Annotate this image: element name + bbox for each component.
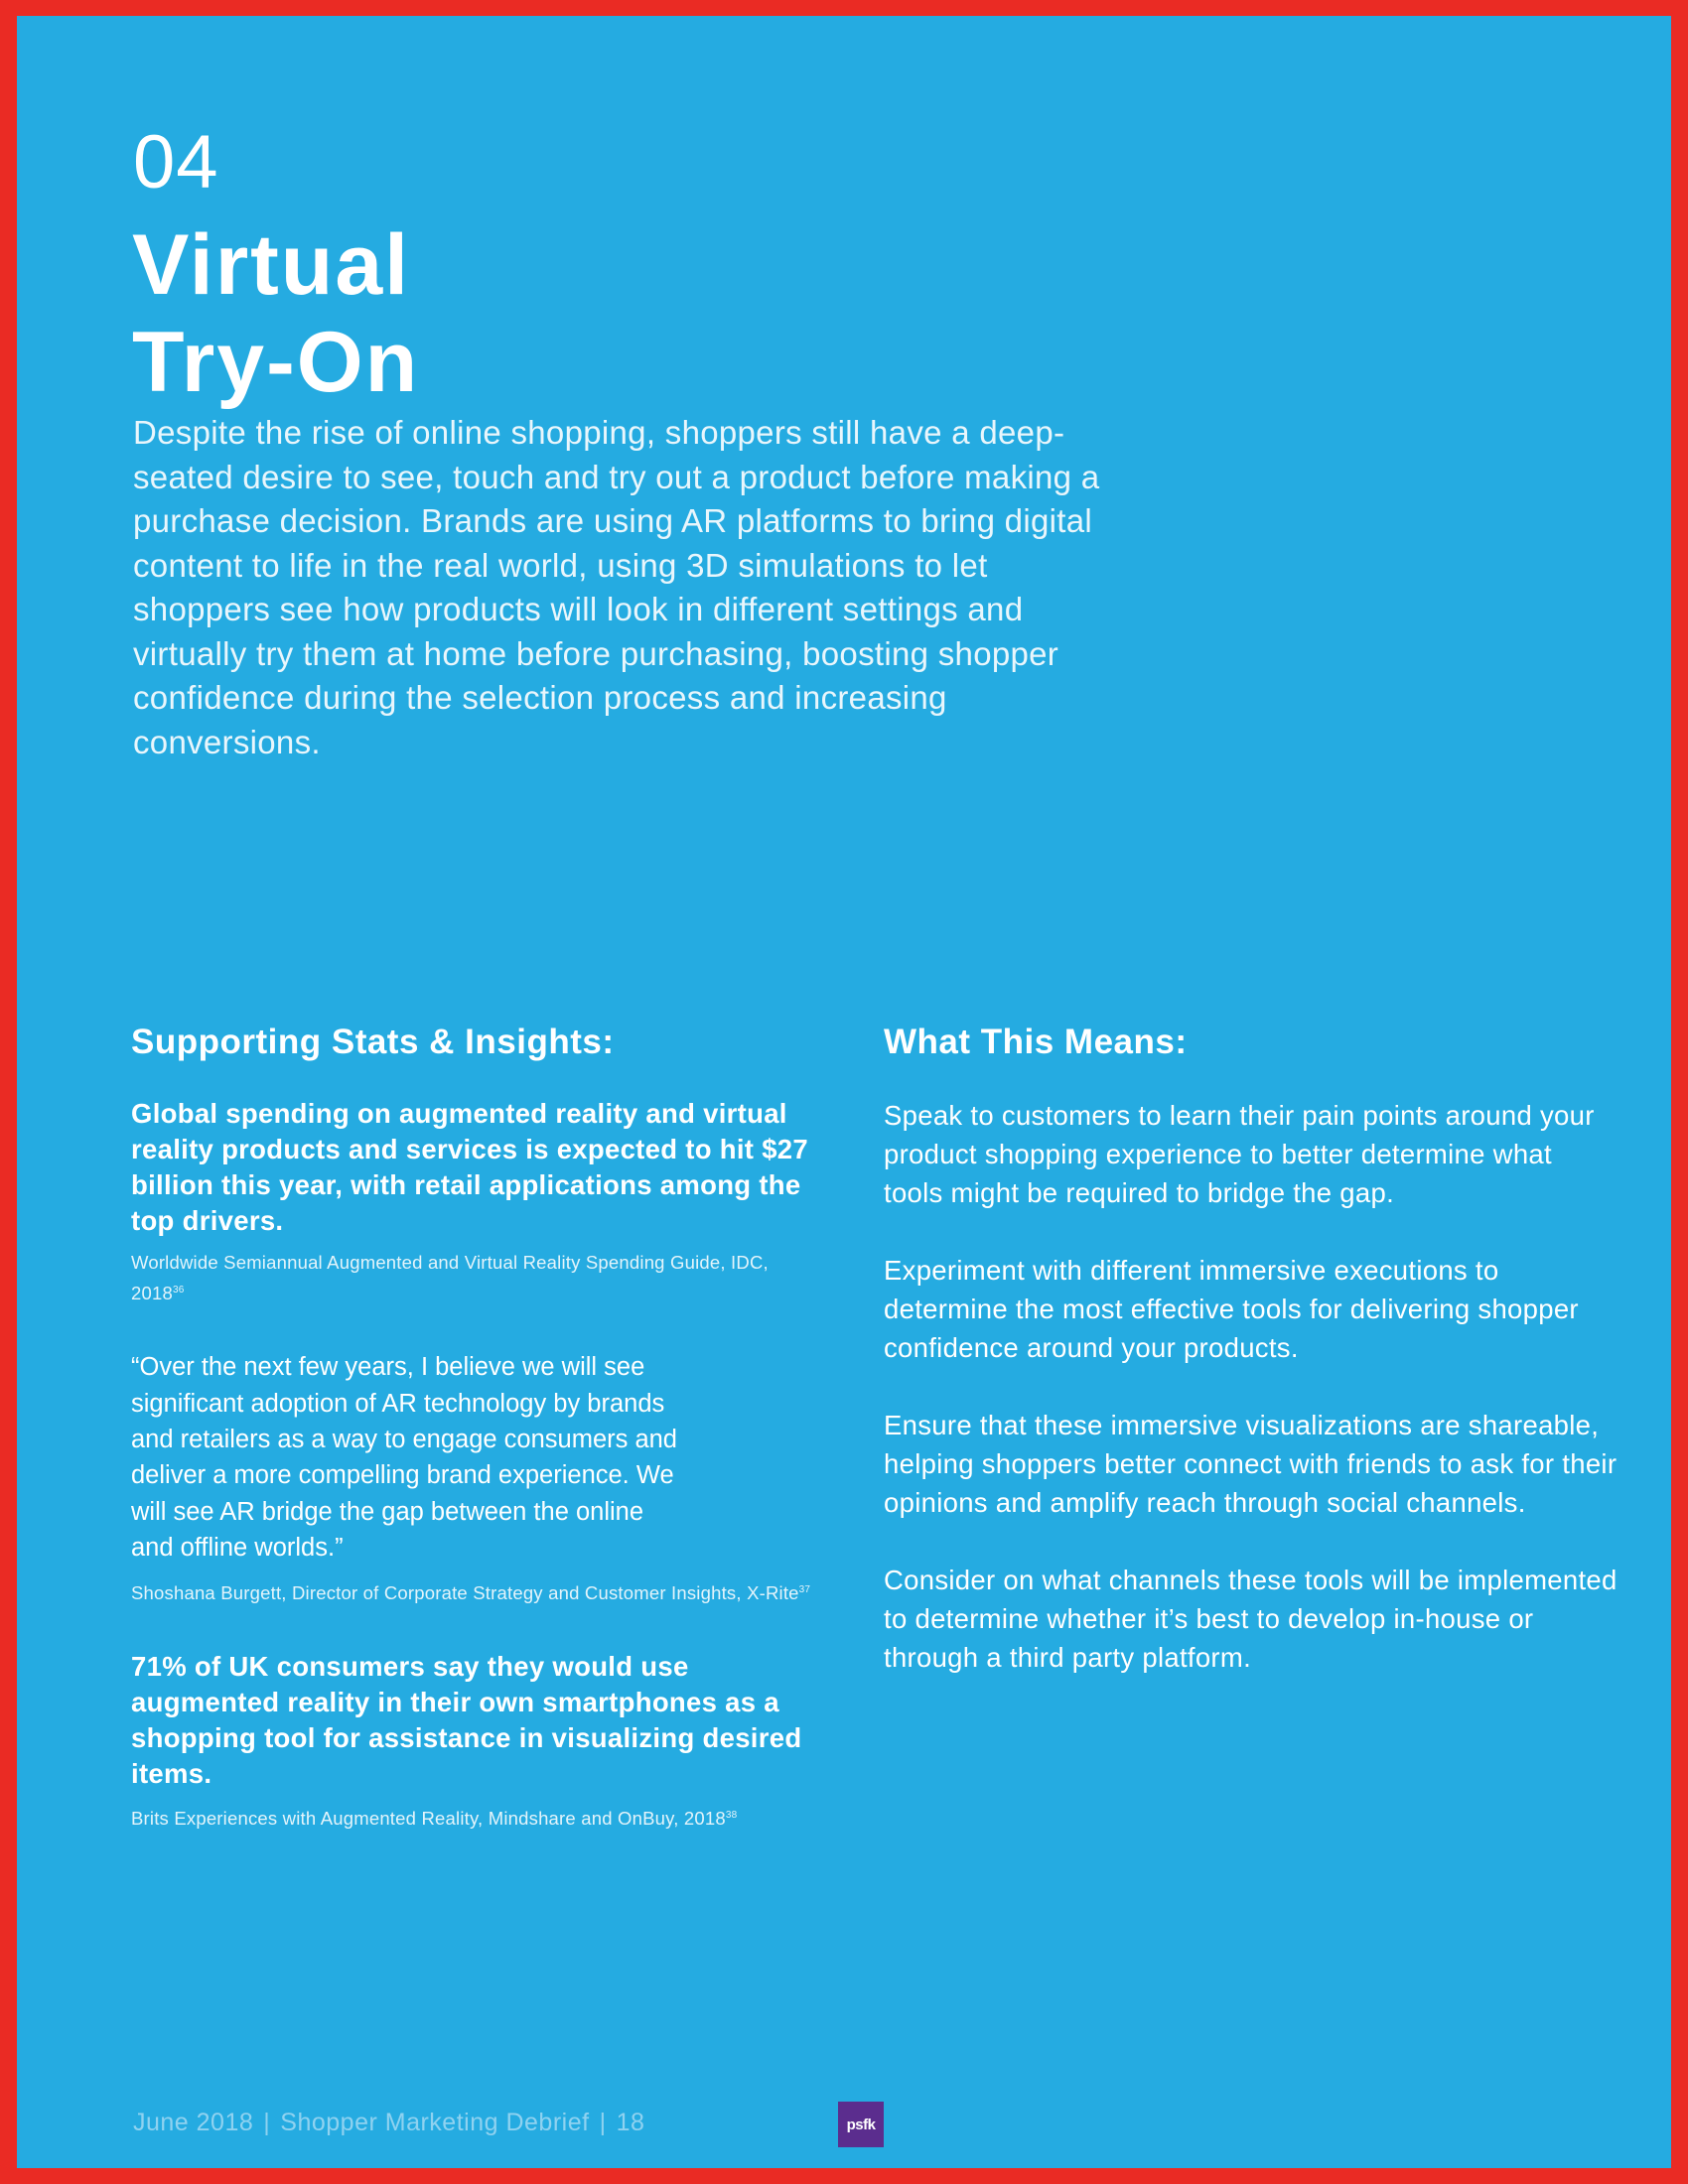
footer (133, 2109, 644, 2137)
footer-date: June 2018 (133, 2109, 254, 2136)
stat-spending-source (131, 1249, 826, 1307)
stat-uk-consumers: 71% of UK consumers say they would use augmented reality in their own smartphones as a shopping tool for assistance in visualizing desired items. (131, 1650, 802, 1789)
page (17, 16, 1671, 2168)
source-text: Brits Experiences with Augmented Reality, Mindshare and OnBuy, 2018 (131, 1807, 726, 1829)
footnote-ref: 37 (798, 1583, 811, 1595)
footnote-ref: 36 (172, 1285, 185, 1296)
intro-paragraph: Despite the rise of online shopping, shoppers still have a deep-seated desire to see, touch and try out a product before making a purchase decision. Brands are using AR platforms to bring digital content to life in the real world, using 3D simulations to let shoppers see how products will look in different settings and virtually try them at home before purchasing, boosting shopper confidence during the selection process and increasing conversions. (133, 414, 1100, 760)
psfk-logo (838, 2102, 884, 2147)
section-title-line-1: Virtual (132, 217, 411, 313)
footnote-ref: 38 (725, 1809, 738, 1821)
section-number: 04 (133, 120, 219, 205)
means-item: Consider on what channels these tools will be implemented to determine whether it’s best to develop in-house or through a third party platform. (884, 1565, 1618, 1673)
means-item: Ensure that these immersive visualizations are shareable, helping shoppers better connect with friends to ask for their opinions and amplify reach through social channels. (884, 1410, 1618, 1518)
what-this-means-column (884, 1019, 1618, 1715)
stat-uk-consumers-source (131, 1802, 826, 1833)
means-item: Speak to customers to learn their pain points around your product shopping experience to better determine what tools might be required to bridge the gap. (884, 1100, 1595, 1208)
source-text: Shoshana Burgett, Director of Corporate Strategy and Customer Insights, X-Rite (131, 1581, 799, 1603)
what-this-means-heading: What This Means: (884, 1023, 1188, 1061)
logo-text: psfk (846, 2116, 876, 2133)
footer-page-number: 18 (616, 2109, 645, 2136)
footer-separator: | (263, 2109, 271, 2136)
footer-separator: | (599, 2109, 607, 2136)
executive-quote: “Over the next few years, I believe we will see significant adoption of AR technology by brands and retailers as a way to engage consumers and deliver a more compelling brand experience. We will see AR bridge the gap between the online and offline worlds.” (131, 1353, 677, 1563)
stat-spending: Global spending on augmented reality and virtual reality products and services is expected to hit $27 billion this year, with retail applications among the top drivers. (131, 1098, 808, 1236)
section-title (132, 216, 419, 411)
section-title-line-2: Try-On (132, 315, 420, 410)
footer-publication: Shopper Marketing Debrief (280, 2109, 590, 2136)
quote-source (131, 1576, 826, 1607)
means-item: Experiment with different immersive executions to determine the most effective tools for delivering shopper confidence around your products. (884, 1255, 1579, 1363)
supporting-stats-column (131, 1019, 826, 1833)
supporting-stats-heading: Supporting Stats & Insights: (131, 1023, 615, 1061)
source-text: Worldwide Semiannual Augmented and Virtual Reality Spending Guide, IDC, 2018 (131, 1252, 769, 1304)
